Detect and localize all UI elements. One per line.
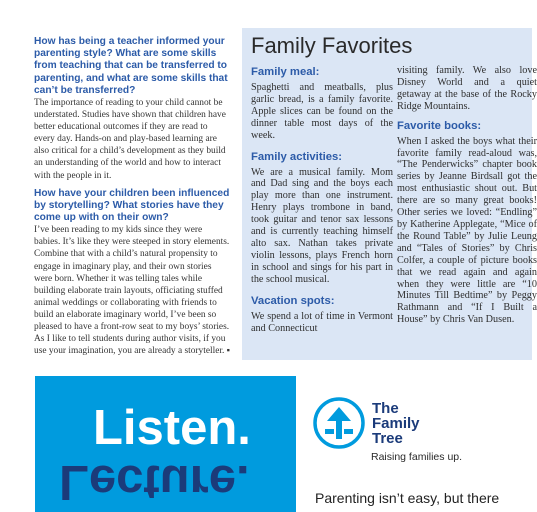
question-storytelling: How have your children been influenced by storytelling? What stories have they come up with on their own? — [34, 187, 230, 224]
family-tree-ad — [35, 376, 512, 512]
answer-storytelling: I’ve been reading to my kids since they were babies. It’s like they were steeped in story elements. Combine that with a child’s natural propensity to engage in imaginary play, and their own stories were born. Whether it was telling tales while building elaborate train layouts, officiating stuffed animal weddings or collaborating with friends to build an elaborate imaginary world, I’ve been so pleased to have a front-row seat to my boys’ stories. As I like to tell students during author visits, if you use your imagination, you are already a storyteller. ▪ — [34, 225, 230, 357]
family-favorites-title: Family Favorites — [251, 33, 413, 58]
vacation-heading: Vacation spots: — [251, 294, 335, 307]
books-heading: Favorite books: — [397, 119, 482, 132]
brand-line-1: The — [372, 400, 399, 417]
ad-blue-panel — [35, 376, 296, 512]
interview-column — [34, 36, 230, 357]
answer-teaching: The importance of reading to your child cannot be understated. Studies have shown that children have better educational outcomes if they are read to every day. Hands-on and play-based learning are also critical for a child’s development as they build an understanding of the world and how to interact with the people in it. — [34, 98, 226, 181]
vacation-text: We spend a lot of time in Vermont and Connecticut — [251, 310, 393, 334]
favorites-column-2 — [397, 65, 537, 334]
vacation-text-continued: visiting family. We also love Disney World and a quiet getaway at the base of the Rocky Ridge Mountains. — [397, 65, 537, 112]
ad-headline-listen: Listen. — [93, 401, 251, 455]
brand-line-2: Family — [372, 415, 420, 432]
family-favorites-sidebar — [242, 28, 537, 360]
brand-name — [372, 401, 472, 446]
tree-icon — [312, 396, 366, 450]
question-teaching: How has being a teacher informed your parenting style? What are some skills from teaching that can be transferred to parenting, and what are some skills that can’t be transferred? — [34, 36, 228, 96]
brand-line-3: Tree — [372, 430, 403, 447]
books-text: When I asked the boys what their favorite family read-aloud was, “The Penderwicks” chapter book series by Jeanne Birdsall got the most enthusiastic shout out. But there are so many great books! Other series we loved: “Endling” by Katherine Applegate, “Mice of the Round Table” by Julie Leung and “Tales of Stories” by Chris Colfer, a couple of picture books that we read again and again when they were little are “10 Minutes Till Bedtime” by Peggy Rathmann and “If I Built a House” by Chris Van Dusen. — [397, 135, 537, 326]
ad-headline-lecture-mirrored: Lecture. — [59, 455, 250, 509]
ad-body-copy: Parenting isn’t easy, but there — [315, 490, 500, 506]
meal-text: Spaghetti and meatballs, plus garlic bread, is a family favorite. Apple slices can be found on the dinner table most days of the week. — [251, 82, 393, 141]
brand-tagline: Raising families up. — [371, 451, 463, 463]
activities-heading: Family activities: — [251, 150, 343, 163]
activities-text: We are a musical family. Mom and Dad sing and the boys each play more than one instrument. Henry plays trombone in band, took guitar and tenor sax lessons and is currently teaching himself alto sax. Nathan takes private violin lessons, plays French horn in school and sings for his part in the school musical. — [251, 166, 393, 285]
favorites-column-1 — [251, 65, 393, 342]
meal-heading: Family meal: — [251, 66, 320, 78]
